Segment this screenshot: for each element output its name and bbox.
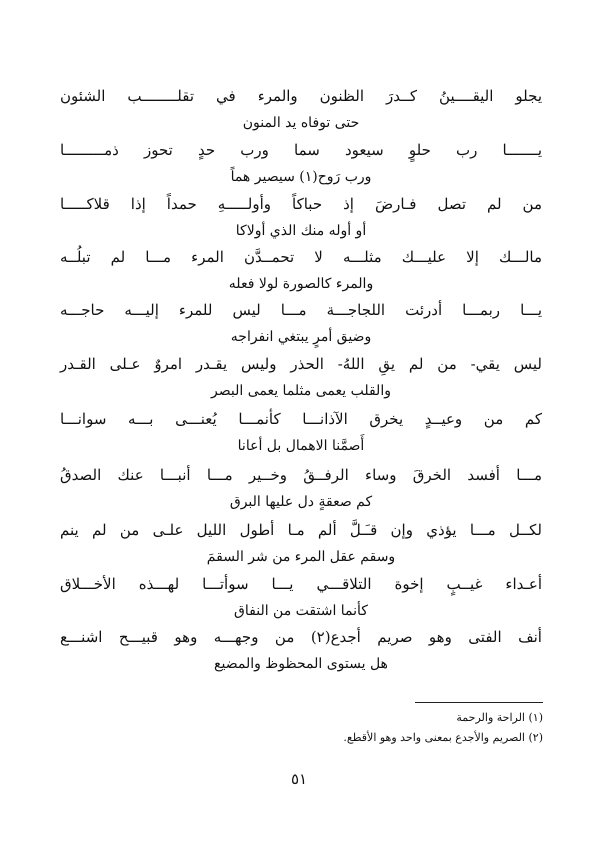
- verse-line-1: يـــــــا رب حلوٍ سيعود سما ورب حدٍ تحوز ذمـــــــــا: [60, 141, 542, 159]
- verse-6: [60, 352, 542, 402]
- verse-line-1: ليس يقي- من لم يقِ اللهُ- الحذر وليس يقـدر امروٌ عـلى القـدر: [60, 355, 542, 373]
- verse-7: [60, 407, 542, 457]
- footnote-1: (١) الراحة والرحمة: [456, 711, 543, 724]
- verse-line-2: أو أوله منك الذي أولاكا: [235, 223, 367, 239]
- verse-line-2: ورب رَوح(١) سيصير هماً: [230, 169, 372, 185]
- verse-line-1: مالـــك إلا عليـــك مثلـــه لا تحمــدَّن المرء مـــا لم تبلُــه: [60, 248, 542, 266]
- verse-line-1: مـــا أفسد الخرقَ وساء الرفــقُ وخــير مـــا أنبـــا عنك الصدقُ: [60, 466, 542, 484]
- verse-line-1: أنف الفتى وهو صريم أجدع(٢) من وجهـــه وهو قبيـــح اشنـــع: [60, 628, 542, 646]
- verse-line-2: هل يستوى المحظوظ والمضيع: [214, 656, 388, 672]
- verse-8: [60, 463, 542, 513]
- verse-line-2: وضيق أمرٍ يبتغي انفراجه: [230, 329, 372, 345]
- verse-line-2: وسقم عقل المرء من شر السقمَ: [206, 549, 396, 565]
- verse-3: [60, 192, 542, 242]
- verse-line-1: لكــل مـــا يؤذي وإن قـَـلَّ ألم مـا أطول الليل علـى من لم ينم: [60, 521, 542, 539]
- footnotes: [200, 708, 543, 748]
- verse-11: [60, 625, 542, 675]
- page-number: ٥١: [290, 770, 308, 788]
- footnote-2: (٢) الصريم والأجدع بمعنى واحد وهو الأقطع.: [343, 731, 543, 744]
- verse-line-2: كم صعقةٍ دل عليها البرق: [229, 494, 373, 510]
- verse-1: [60, 84, 542, 134]
- verse-2: [60, 138, 542, 188]
- verse-line-1: أعـداء غيــبٍ إخوة التلاقـــي يـــا سوأتـــا لهـــذه الأخـــلاق: [60, 575, 542, 593]
- verse-10: [60, 572, 542, 622]
- verse-4: [60, 245, 542, 295]
- verse-line-1: يجلو اليقــــينُ كــدرَ الظنون والمرء في تقلــــــــب الشئون: [60, 87, 542, 105]
- verse-line-2: والمرء كالصورة لولا فعله: [228, 276, 374, 292]
- footnote-divider: [415, 702, 543, 703]
- verse-line-1: من لم تصل فـارضَ إذ حباكاً وأولـــــهِ حمداً إذا قلاكـــــا: [60, 195, 542, 213]
- verse-line-2: أَصمَّنا الاهمال بل أعانا: [237, 438, 365, 454]
- verse-line-2: حتى توفاه يد المنون: [242, 115, 360, 131]
- verse-line-2: والقلب يعمى مثلما يعمى البصر: [211, 383, 391, 399]
- verse-line-1: كم من وعيــدٍ يخرق الآذانـــا كأنمـــا يُعنـــى بـــه سوانـــا: [60, 410, 542, 428]
- verse-9: [60, 518, 542, 568]
- verse-5: [60, 298, 542, 348]
- verse-line-1: يـــا ربمـــا أدرئت اللجاجـــة مـــا ليس للمرء إليـــه حاجـــه: [60, 301, 542, 319]
- verse-line-2: كأنما اشتقت من النفاق: [234, 603, 368, 619]
